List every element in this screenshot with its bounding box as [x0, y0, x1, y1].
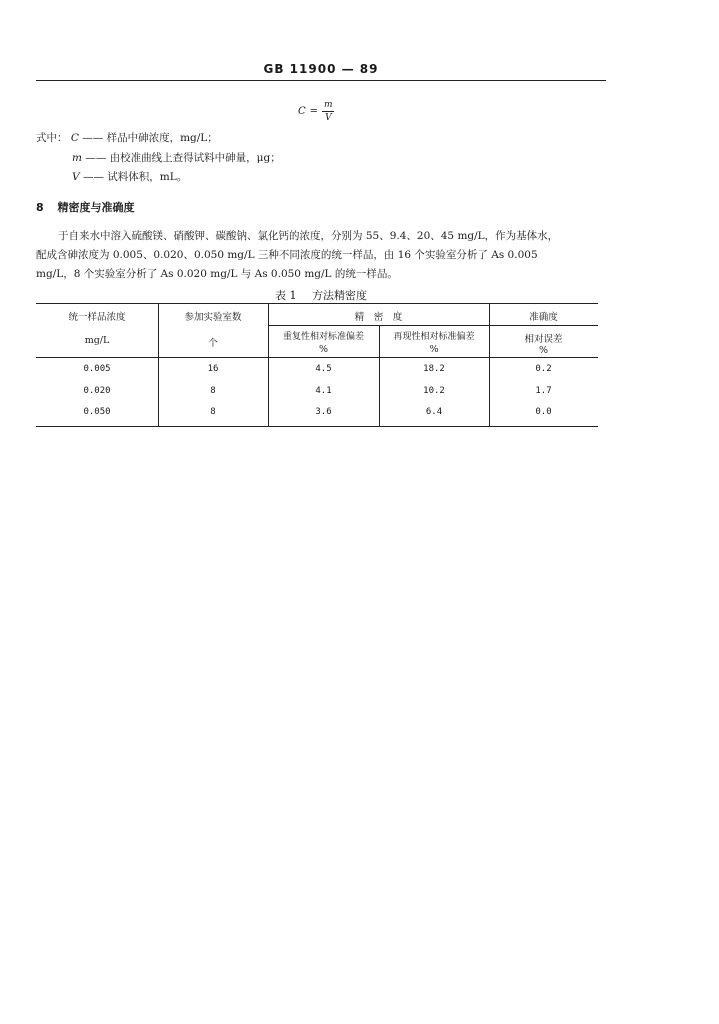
page-header: GB 11900 — 89 [263, 62, 379, 76]
table-cell-labs: 16 [207, 364, 219, 374]
paragraph-line: mg/L，8 个实验室分析了 As 0.020 mg/L 与 As 0.050 mg/L 的统一样品。 [36, 268, 398, 280]
table-cell-rel-err: 0.0 [535, 407, 552, 417]
header-reproducibility: 再现性相对标准偏差 [393, 332, 475, 342]
section-heading [36, 199, 135, 215]
paragraph-line: 于自来水中溶入硫酸镁、硝酸钾、碳酸钠、氯化钙的浓度，分别为 55、9.4、20、45 mg/L，作为基体水， [58, 230, 559, 242]
definition-row-c [36, 130, 218, 145]
table-cell-conc: 0.005 [83, 364, 111, 374]
definition-symbol: V [72, 171, 80, 183]
header-relative-error: 相对误差 [524, 334, 563, 345]
header-repeatability-unit: % [318, 344, 329, 355]
section-number: 8 [36, 201, 44, 214]
precision-table [36, 303, 598, 427]
formula [298, 98, 335, 124]
table-cell-reprod: 6.4 [425, 407, 443, 417]
formula-fraction [322, 100, 335, 123]
header-relative-error-unit: % [538, 345, 549, 356]
table-cell-repeat: 4.5 [315, 364, 332, 374]
section-title: 精密度与准确度 [57, 201, 135, 214]
header-repeatability: 重复性相对标准偏差 [282, 332, 364, 342]
header-rule [36, 80, 606, 81]
table-bottom-rule [36, 426, 598, 427]
definition-row-m [72, 150, 281, 165]
formula-lhs: C [298, 105, 306, 117]
definition-dash: —— [82, 171, 104, 183]
accuracy-sub-rule [489, 325, 598, 326]
fraction-bar [322, 111, 334, 112]
definition-dash: —— [82, 132, 104, 144]
definition-text: 试料体积，mL。 [107, 171, 188, 183]
formula-denominator: V [325, 112, 332, 123]
definition-row-v [72, 169, 187, 184]
definition-intro: 式中： [36, 132, 68, 144]
table-header-rule [36, 357, 598, 358]
header-accuracy: 准确度 [529, 312, 558, 323]
table-cell-labs: 8 [210, 386, 216, 396]
formula-numerator: m [324, 99, 333, 110]
table-cell-conc: 0.050 [83, 407, 111, 417]
definition-symbol: m [72, 152, 82, 164]
table-cell-repeat: 4.1 [315, 386, 332, 396]
definition-text: 由校准曲线上查得试料中砷量，μg； [109, 152, 281, 164]
table-cell-conc: 0.020 [83, 386, 111, 396]
paragraph-line: 配成含砷浓度为 0.005、0.020、0.050 mg/L 三种不同浓度的统一样品，由 16 个实验室分析了 As 0.005 [36, 249, 538, 261]
table-cell-rel-err: 0.2 [535, 364, 552, 374]
table-cell-reprod: 10.2 [423, 386, 445, 396]
header-conc: 统一样品浓度 [68, 312, 126, 323]
formula-equals: = [309, 105, 319, 117]
header-labs-unit: 个 [208, 338, 218, 349]
table-caption-label: 表 1 [275, 289, 297, 302]
table-cell-reprod: 18.2 [423, 364, 445, 374]
table-cell-labs: 8 [210, 407, 216, 417]
definition-text: 样品中砷浓度，mg/L； [106, 132, 218, 144]
header-reproducibility-unit: % [429, 344, 439, 355]
table-top-rule [36, 303, 598, 304]
table-caption [36, 287, 606, 303]
definition-dash: —— [85, 152, 107, 164]
header-labs: 参加实验室数 [184, 312, 242, 323]
header-precision: 精 密 度 [354, 312, 403, 323]
header-conc-unit: mg/L [84, 335, 110, 346]
definition-symbol: C [70, 132, 79, 144]
table-caption-title: 方法精密度 [312, 289, 367, 302]
table-cell-rel-err: 1.7 [535, 386, 552, 396]
table-cell-repeat: 3.6 [315, 407, 332, 417]
